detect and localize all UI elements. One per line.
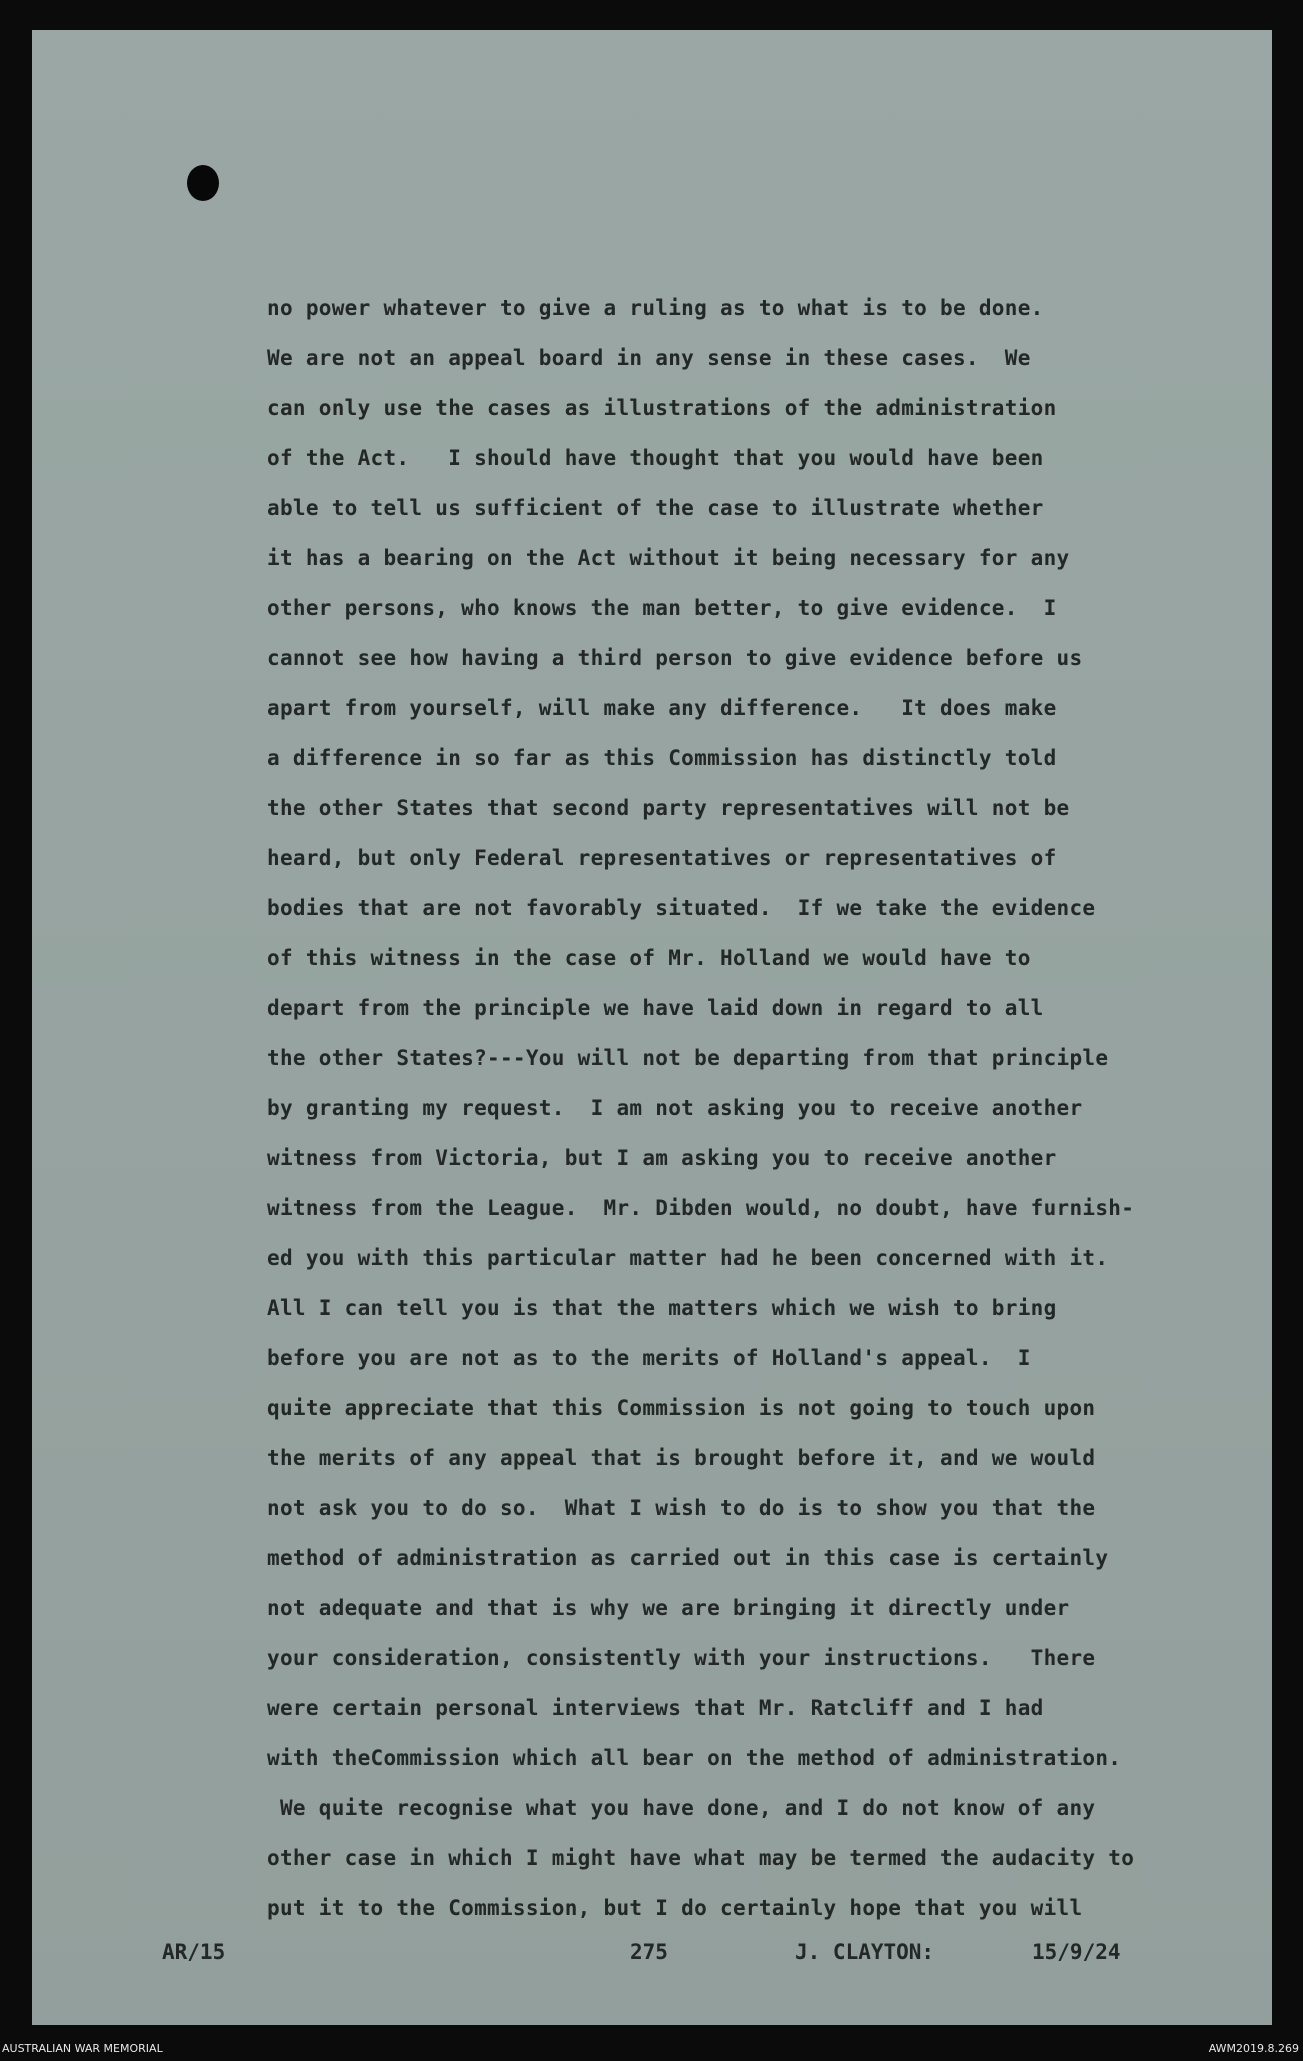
text-line: were certain personal interviews that Mr. Ratcliff and I had: [267, 1696, 1044, 1720]
text-line: not ask you to do so. What I wish to do is to show you that the: [267, 1496, 1096, 1520]
text-line: We quite recognise what you have done, and I do not know of any: [267, 1796, 1096, 1820]
document-page: [32, 30, 1272, 2025]
text-line: depart from the principle we have laid down in regard to all: [267, 996, 1044, 1020]
text-line: heard, but only Federal representatives or representatives of: [267, 846, 1057, 870]
archive-reference: AWM2019.8.269: [1208, 2042, 1299, 2055]
text-line: other persons, who knows the man better, to give evidence. I: [267, 596, 1057, 620]
text-line: quite appreciate that this Commission is not going to touch upon: [267, 1396, 1096, 1420]
text-line: of the Act. I should have thought that you would have been: [267, 446, 1044, 470]
text-line: the other States that second party representatives will not be: [267, 796, 1070, 820]
text-line: your consideration, consistently with your instructions. There: [267, 1646, 1096, 1670]
text-line: cannot see how having a third person to give evidence before us: [267, 646, 1083, 670]
reference-code: AR/15: [162, 1940, 226, 1964]
witness-name: J. CLAYTON:: [795, 1940, 935, 1964]
text-line: able to tell us sufficient of the case to illustrate whether: [267, 496, 1044, 520]
text-line: witness from Victoria, but I am asking you to receive another: [267, 1146, 1057, 1170]
text-line: with theCommission which all bear on the method of administration.: [267, 1746, 1122, 1770]
text-line: of this witness in the case of Mr. Holland we would have to: [267, 946, 1031, 970]
punch-hole: [187, 165, 219, 201]
text-line: it has a bearing on the Act without it being necessary for any: [267, 546, 1070, 570]
text-line: before you are not as to the merits of Holland's appeal. I: [267, 1346, 1031, 1370]
text-line: put it to the Commission, but I do certainly hope that you will: [267, 1896, 1083, 1920]
text-line: ed you with this particular matter had he been concerned with it.: [267, 1246, 1109, 1270]
text-line: not adequate and that is why we are bringing it directly under: [267, 1596, 1070, 1620]
text-line: We are not an appeal board in any sense in these cases. We: [267, 346, 1031, 370]
document-date: 15/9/24: [1032, 1940, 1121, 1964]
typed-text-body: [267, 283, 1287, 1933]
text-line: bodies that are not favorably situated. If we take the evidence: [267, 896, 1096, 920]
text-line: the merits of any appeal that is brought before it, and we would: [267, 1446, 1096, 1470]
page-number: 275: [630, 1940, 668, 1964]
text-line: apart from yourself, will make any difference. It does make: [267, 696, 1057, 720]
archive-caption: AUSTRALIAN WAR MEMORIAL: [2, 2042, 163, 2055]
text-line: method of administration as carried out in this case is certainly: [267, 1546, 1109, 1570]
text-line: a difference in so far as this Commission has distinctly told: [267, 746, 1057, 770]
text-line: All I can tell you is that the matters which we wish to bring: [267, 1296, 1057, 1320]
text-line: witness from the League. Mr. Dibden would, no doubt, have furnish-: [267, 1196, 1135, 1220]
text-line: other case in which I might have what may be termed the audacity to: [267, 1846, 1135, 1870]
text-line: the other States?---You will not be departing from that principle: [267, 1046, 1109, 1070]
text-line: no power whatever to give a ruling as to what is to be done.: [267, 296, 1044, 320]
text-line: by granting my request. I am not asking you to receive another: [267, 1096, 1083, 1120]
text-line: can only use the cases as illustrations of the administration: [267, 396, 1057, 420]
